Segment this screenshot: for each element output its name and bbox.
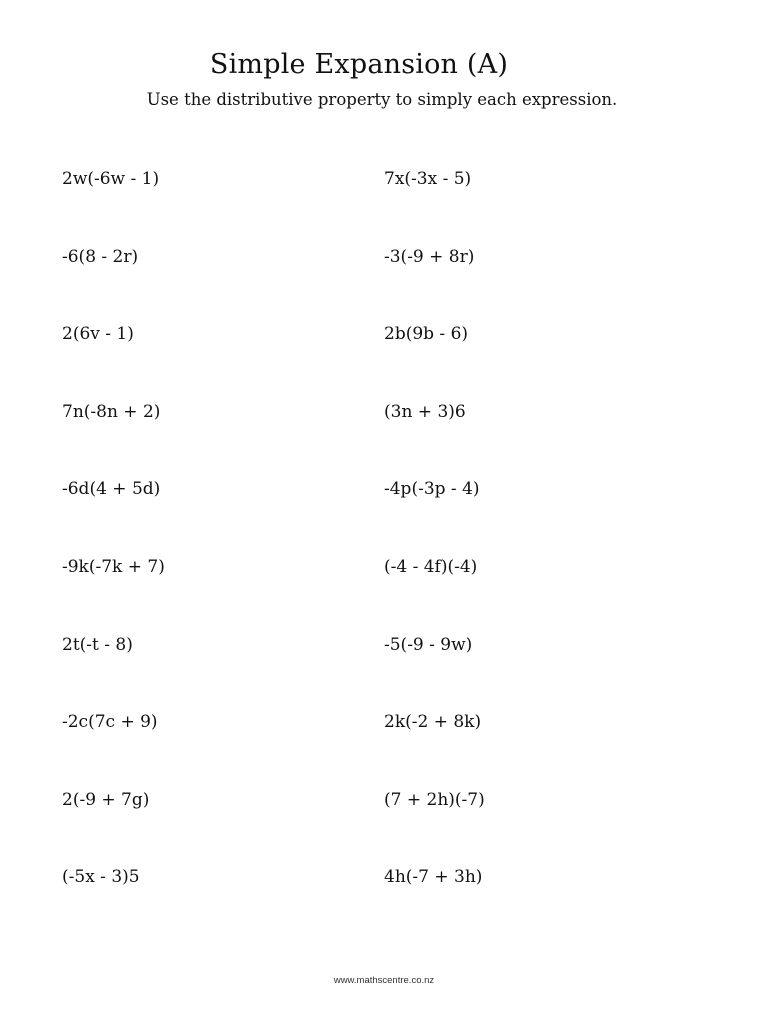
problem-12: (-4 - 4f)(-4) — [384, 556, 478, 577]
instructions: Use the distributive property to simply each expression. — [146, 90, 618, 109]
problem-1: 2w(-6w - 1) — [62, 169, 160, 189]
problem-17: 2(-9 + 7g) — [62, 789, 150, 810]
problem-4: -3(-9 + 8r) — [384, 246, 475, 267]
problem-13: 2t(-t - 8) — [62, 634, 133, 655]
problem-7: 7n(-8n + 2) — [62, 401, 161, 422]
page-title: Simple Expansion (A) — [209, 49, 509, 80]
problem-16: 2k(-2 + 8k) — [384, 712, 482, 733]
footer-url: www.mathscentre.co.nz — [333, 975, 435, 986]
problem-3: -6(8 - 2r) — [62, 246, 139, 267]
problem-5: 2(6v - 1) — [62, 324, 134, 345]
problem-11: -9k(-7k + 7) — [62, 556, 165, 577]
problem-15: -2c(7c + 9) — [62, 712, 158, 733]
problem-19: (-5x - 3)5 — [62, 867, 140, 888]
problem-20: 4h(-7 + 3h) — [384, 867, 483, 888]
problem-18: (7 + 2h)(-7) — [384, 789, 485, 810]
problem-9: -6d(4 + 5d) — [62, 479, 161, 500]
problem-10: -4p(-3p - 4) — [384, 479, 480, 500]
problem-6: 2b(9b - 6) — [384, 324, 469, 345]
problem-2: 7x(-3x - 5) — [384, 169, 472, 189]
problem-14: -5(-9 - 9w) — [384, 634, 473, 655]
problem-grid — [62, 166, 662, 942]
problem-8: (3n + 3)6 — [384, 401, 466, 422]
